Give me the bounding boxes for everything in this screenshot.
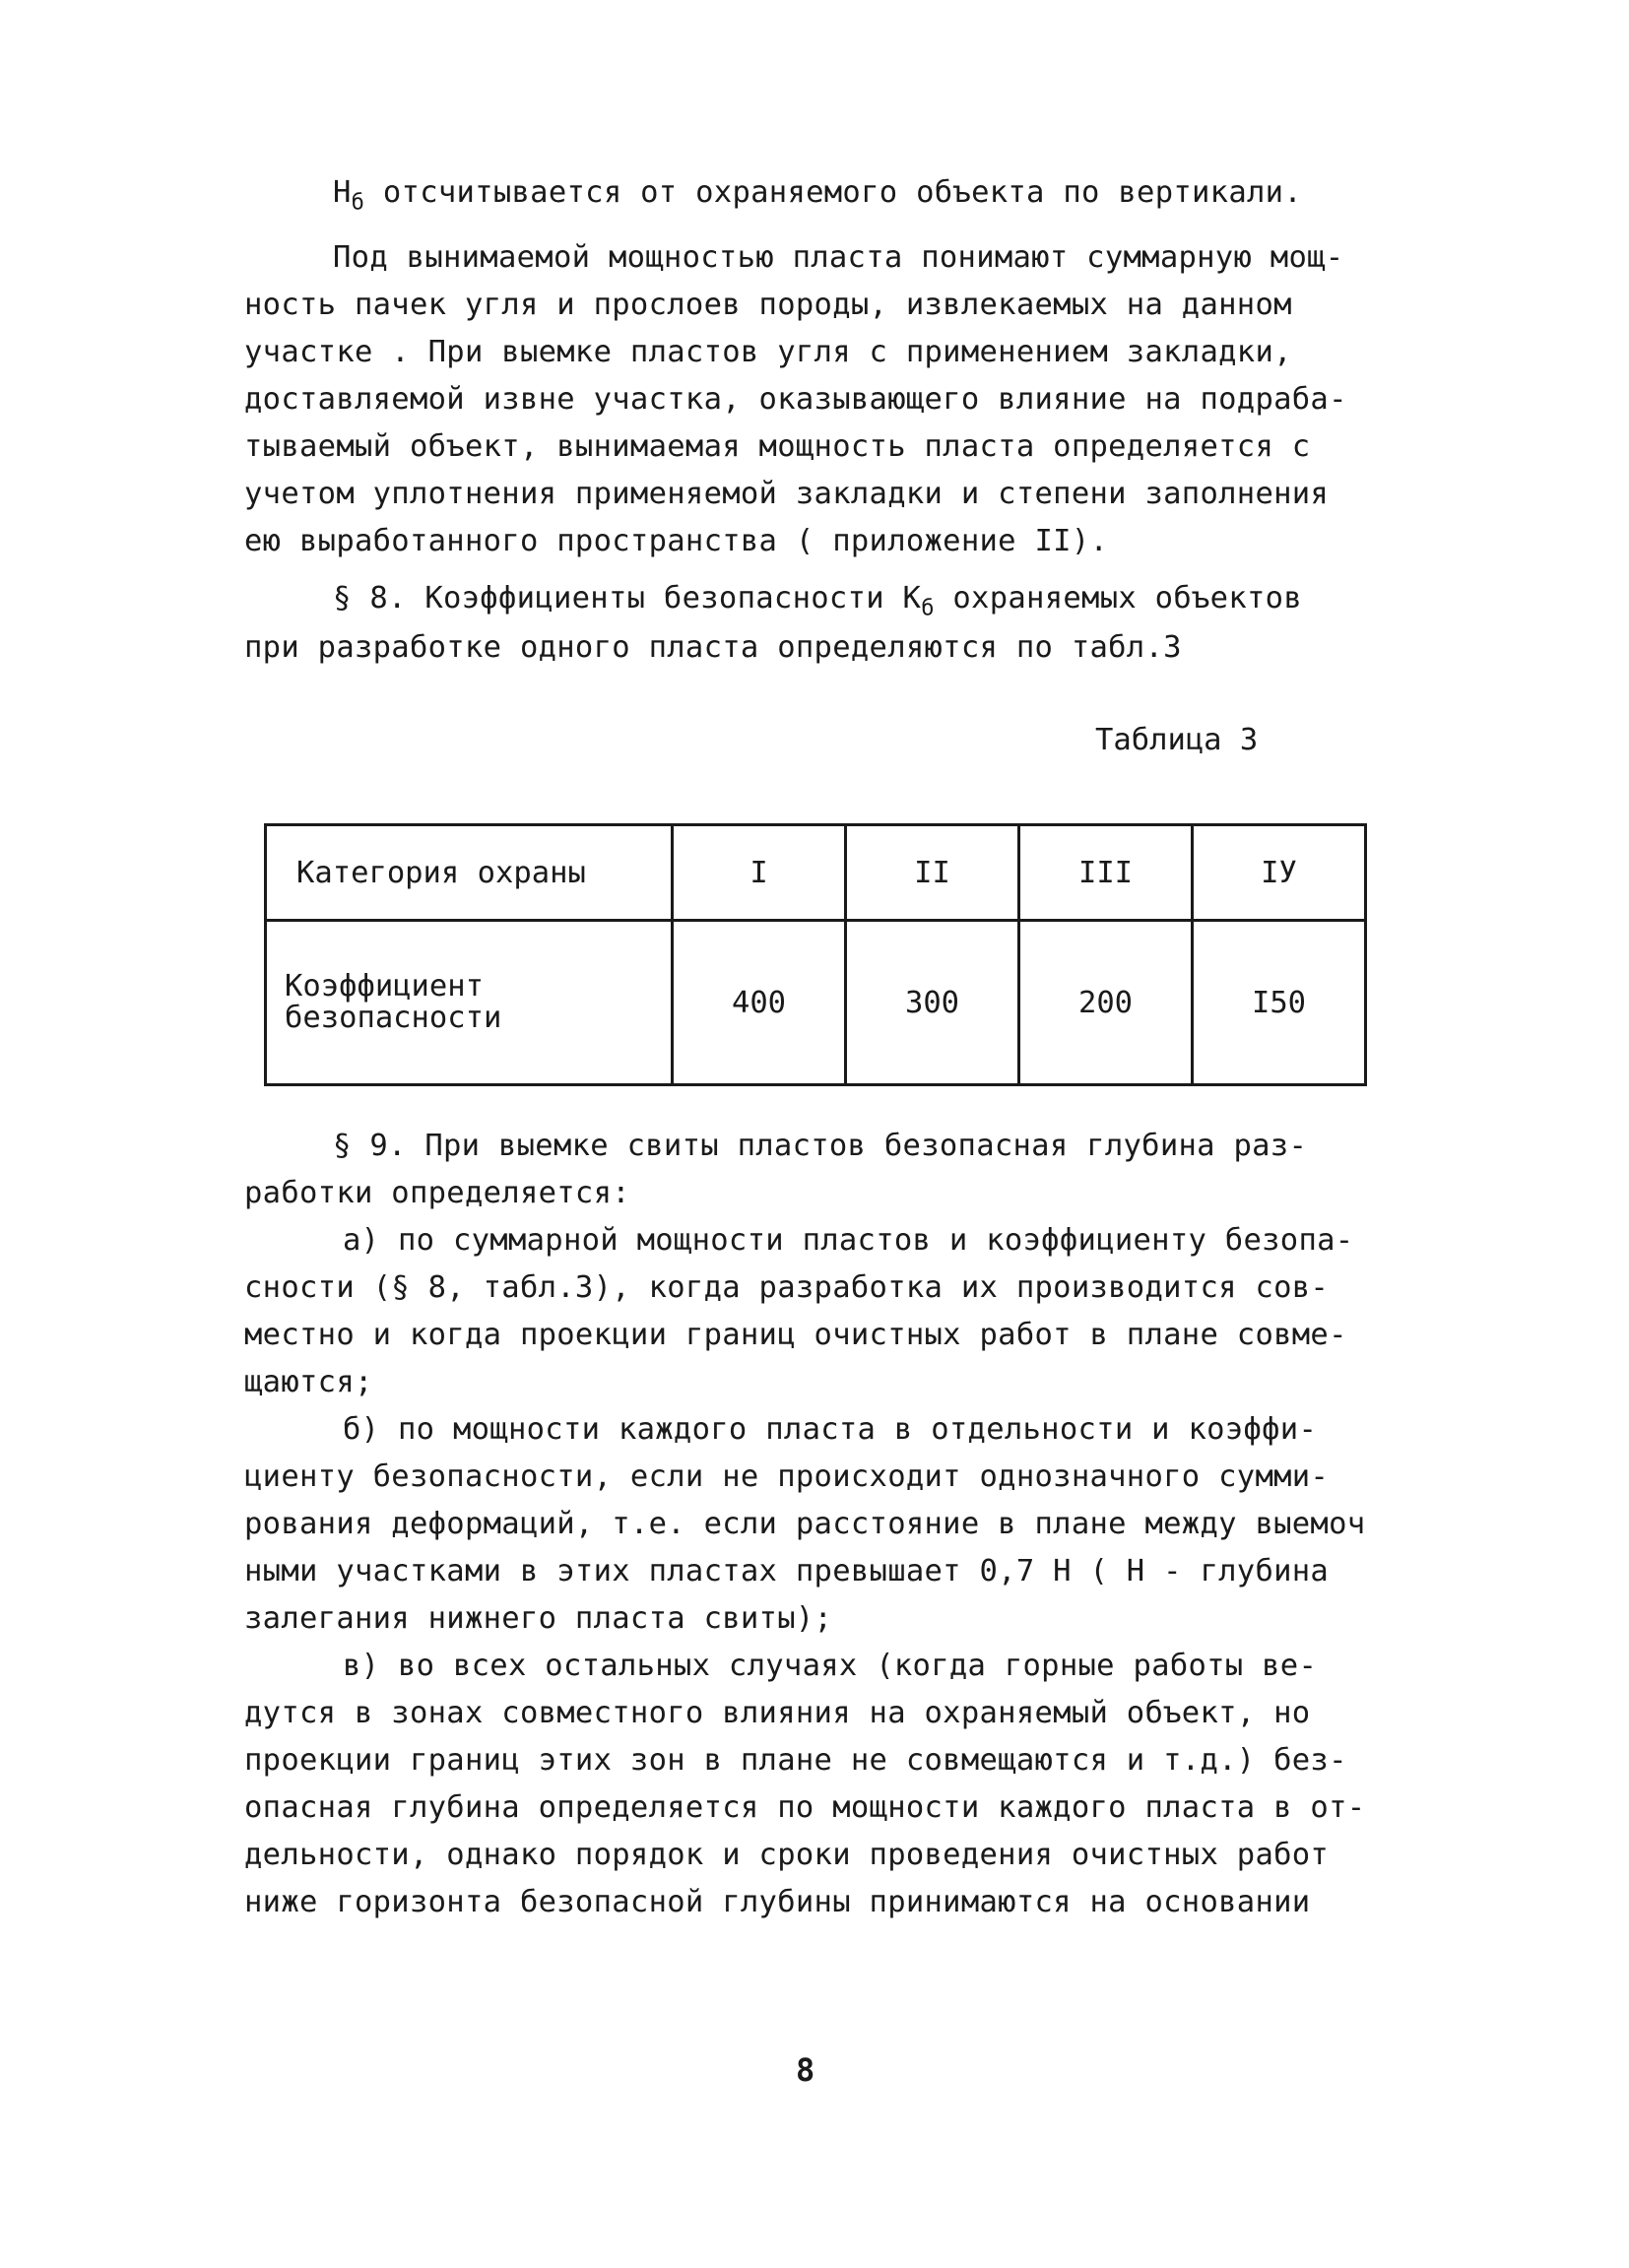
- table-value-row: [266, 921, 1366, 1085]
- header-label-cell: Категория охраны: [266, 825, 673, 921]
- text-line-9-a: § 8. Коэффициенты безопасности К: [333, 581, 922, 616]
- para9-line-7: б) по мощности каждого пласта в отдельности и коэффи-: [343, 1412, 1318, 1447]
- para9-line-16: дельности, однако порядок и сроки проведения очистных работ: [244, 1838, 1330, 1872]
- value-cell: 400: [673, 921, 846, 1085]
- para9-line-8: циенту безопасности, если не происходит однозначного сумми-: [244, 1459, 1330, 1494]
- para9-line-14: проекции границ этих зон в плане не совмещаются и т.д.) без-: [244, 1743, 1347, 1778]
- text-line-1-rest: отсчитывается от охраняемого объекта по вертикали.: [364, 175, 1302, 210]
- para9-line-11: залегания нижнего пласта свиты);: [244, 1601, 833, 1636]
- category-cell: IУ: [1193, 825, 1366, 921]
- category-cell: I: [673, 825, 846, 921]
- text-line-7: учетом уплотнения применяемой закладки и степени заполнения: [244, 477, 1330, 511]
- category-cell: III: [1019, 825, 1193, 921]
- row-label-line-2: безопасности: [285, 1001, 502, 1035]
- text-line-8: ею выработанного пространства ( приложение II).: [244, 524, 1109, 558]
- text-line-4: участке . При выемке пластов угля с применением закладки,: [244, 335, 1292, 369]
- value-cell: 200: [1019, 921, 1193, 1085]
- row-label-line-1: Коэффициент: [285, 969, 484, 1004]
- table-header-row: [266, 825, 1366, 921]
- symbol-subscript: б: [351, 190, 365, 216]
- para9-line-13: дутся в зонах совместного влияния на охраняемый объект, но: [244, 1696, 1311, 1730]
- text-line-9-b: охраняемых объектов: [934, 581, 1302, 616]
- text-line-1: [333, 169, 1302, 217]
- para9-line-6: щаются;: [244, 1365, 373, 1399]
- text-line-5: доставляемой извне участка, оказывающего влияние на подраба-: [244, 382, 1347, 417]
- page-number: 8: [796, 2051, 815, 2089]
- para9-line-12: в) во всех остальных случаях (когда горные работы ве-: [343, 1649, 1318, 1683]
- value-cell: I50: [1193, 921, 1366, 1085]
- table-caption: Таблица 3: [1095, 723, 1259, 757]
- symbol-h: Н: [333, 175, 352, 210]
- para9-line-1: § 9. При выемке свиты пластов безопасная глубина раз-: [333, 1129, 1308, 1163]
- para9-line-15: опасная глубина определяется по мощности каждого пласта в от-: [244, 1790, 1366, 1825]
- text-line-9: [333, 575, 1302, 622]
- para9-line-9: рования деформаций, т.е. если расстояние в плане между выемоч: [244, 1507, 1366, 1541]
- text-line-10: при разработке одного пласта определяются по табл.3: [244, 630, 1182, 665]
- text-line-6: тываемый объект, вынимаемая мощность пласта определяется с: [244, 429, 1311, 464]
- value-cell: 300: [846, 921, 1019, 1085]
- category-cell: II: [846, 825, 1019, 921]
- para9-line-10: ными участками в этих пластах превышает 0,7 Н ( Н - глубина: [244, 1554, 1330, 1588]
- coefficient-subscript: б: [921, 596, 935, 621]
- para9-line-17: ниже горизонта безопасной глубины принимаются на основании: [244, 1885, 1311, 1919]
- para9-line-2: работки определяется:: [244, 1176, 630, 1210]
- text-line-3: ность пачек угля и прослоев породы, извлекаемых на данном: [244, 288, 1292, 322]
- para9-line-3: а) по суммарной мощности пластов и коэффициенту безопа-: [343, 1223, 1354, 1258]
- para9-line-4: сности (§ 8, табл.3), когда разработка их производится сов-: [244, 1270, 1330, 1305]
- text-line-2: Под вынимаемой мощностью пласта понимают суммарную мощ-: [333, 240, 1344, 275]
- safety-coefficient-table: [264, 823, 1367, 1086]
- para9-line-5: местно и когда проекции границ очистных работ в плане совме-: [244, 1318, 1347, 1352]
- row-label-cell: [266, 921, 673, 1085]
